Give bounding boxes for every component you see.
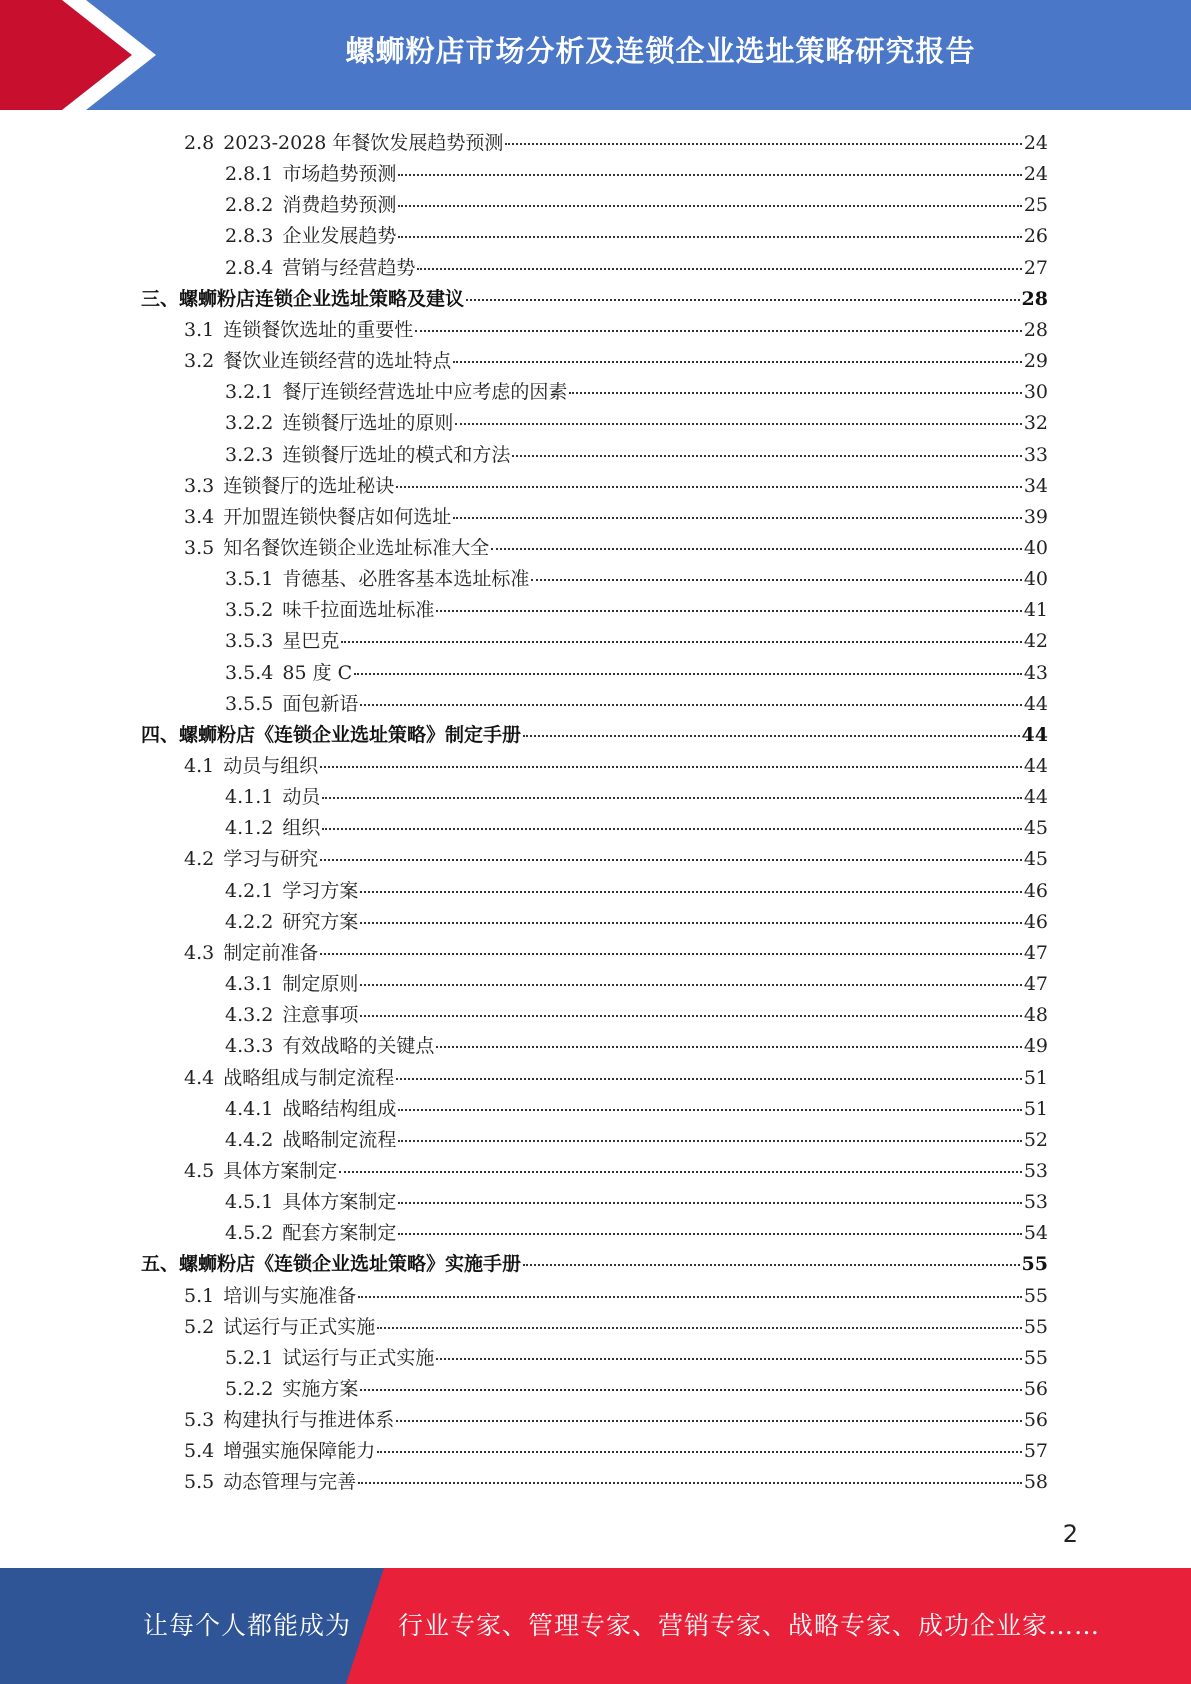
toc-entry-page: 46 bbox=[1023, 910, 1048, 933]
toc-entry-title: 味千拉面选址标准 bbox=[282, 599, 435, 622]
toc-entry-page: 47 bbox=[1023, 941, 1048, 964]
toc-entry-title: 企业发展趋势 bbox=[282, 225, 397, 248]
toc-entry[interactable] bbox=[225, 813, 1048, 844]
toc-entry-page: 44 bbox=[1021, 723, 1048, 746]
toc-entry[interactable] bbox=[184, 1156, 1048, 1187]
toc-entry[interactable] bbox=[184, 751, 1048, 782]
toc-entry[interactable] bbox=[184, 844, 1048, 875]
toc-entry-title: 具体方案制定 bbox=[223, 1159, 338, 1182]
toc-entry-page: 51 bbox=[1023, 1097, 1048, 1120]
toc-leader-dots bbox=[417, 268, 1021, 270]
toc-entry-number: 4.1 bbox=[184, 755, 215, 777]
toc-entry-title: 具体方案制定 bbox=[282, 1191, 397, 1214]
toc-leader-dots bbox=[360, 704, 1021, 706]
toc-entry[interactable] bbox=[225, 159, 1048, 190]
report-title: 螺蛳粉店市场分析及连锁企业选址策略研究报告 bbox=[345, 34, 976, 68]
toc-entry-page: 44 bbox=[1023, 692, 1048, 715]
toc-entry-title: 肯德基、必胜客基本选址标准 bbox=[282, 568, 530, 591]
toc-entry[interactable] bbox=[225, 1343, 1048, 1374]
toc-entry-page: 54 bbox=[1023, 1222, 1048, 1245]
toc-entry[interactable] bbox=[225, 1000, 1048, 1031]
toc-entry-number: 3.5.3 bbox=[225, 630, 274, 653]
toc-leader-dots bbox=[398, 174, 1021, 176]
toc-entry[interactable] bbox=[184, 128, 1048, 159]
toc-leader-dots bbox=[360, 984, 1021, 986]
toc-entry-number: 五、 bbox=[141, 1253, 180, 1276]
toc-leader-dots bbox=[491, 548, 1022, 550]
toc-leader-dots bbox=[320, 766, 1022, 768]
toc-entry-title: 动态管理与完善 bbox=[223, 1471, 357, 1494]
toc-entry-number: 4.5.1 bbox=[225, 1191, 274, 1214]
toc-leader-dots bbox=[322, 797, 1021, 799]
toc-entry-title: 战略组成与制定流程 bbox=[223, 1066, 395, 1089]
toc-entry-page: 25 bbox=[1023, 194, 1048, 217]
toc-entry-number: 四、 bbox=[141, 723, 180, 746]
toc-entry-page: 30 bbox=[1023, 381, 1048, 404]
toc-entry-title: 螺蛳粉店《连锁企业选址策略》制定手册 bbox=[179, 723, 522, 746]
toc-leader-dots bbox=[415, 330, 1022, 332]
toc-entry[interactable] bbox=[225, 221, 1048, 252]
toc-entry-page: 24 bbox=[1023, 163, 1048, 186]
toc-entry-page: 48 bbox=[1023, 1004, 1048, 1027]
toc-entry-title: 连锁餐厅的选址秘诀 bbox=[223, 474, 395, 497]
toc-entry-page: 39 bbox=[1023, 505, 1048, 528]
toc-entry-number: 3.2.2 bbox=[225, 412, 274, 435]
toc-entry-page: 32 bbox=[1023, 412, 1048, 435]
toc-entry-page: 33 bbox=[1023, 443, 1048, 466]
toc-leader-dots bbox=[341, 641, 1021, 643]
toc-entry-page: 52 bbox=[1023, 1128, 1048, 1151]
toc-entry-page: 47 bbox=[1023, 973, 1048, 996]
footer-slogan-left: 让每个人都能成为 bbox=[143, 1611, 352, 1640]
toc-leader-dots bbox=[436, 610, 1021, 612]
toc-entry-number: 4.2 bbox=[184, 848, 215, 871]
toc-entry-number: 3.5.5 bbox=[225, 692, 274, 715]
toc-leader-dots bbox=[322, 828, 1021, 830]
toc-entry-page: 44 bbox=[1023, 786, 1048, 809]
toc-entry-title: 动员 bbox=[282, 786, 321, 809]
toc-leader-dots bbox=[396, 486, 1022, 488]
toc-entry[interactable] bbox=[225, 1374, 1048, 1405]
toc-entry-title: 连锁餐厅选址的原则 bbox=[282, 412, 454, 435]
toc-leader-dots bbox=[531, 579, 1021, 581]
toc-entry[interactable] bbox=[225, 190, 1048, 221]
toc-entry[interactable] bbox=[225, 440, 1048, 471]
toc-entry-number: 4.4.1 bbox=[225, 1097, 274, 1120]
toc-chapter-entry[interactable] bbox=[141, 1249, 1048, 1280]
toc-entry-title: 市场趋势预测 bbox=[282, 163, 397, 186]
toc-leader-dots bbox=[377, 1327, 1022, 1329]
toc-entry-title: 餐厅连锁经营选址中应考虑的因素 bbox=[282, 381, 568, 404]
toc-leader-dots bbox=[360, 1015, 1021, 1017]
toc-entry-title: 战略结构组成 bbox=[282, 1097, 397, 1120]
toc-entry-page: 58 bbox=[1023, 1471, 1048, 1494]
toc-leader-dots bbox=[360, 922, 1021, 924]
toc-entry-title: 2023-2028 年餐饮发展趋势预测 bbox=[223, 132, 504, 154]
toc-leader-dots bbox=[398, 1140, 1021, 1142]
toc-entry[interactable] bbox=[184, 1405, 1048, 1436]
toc-entry-page: 43 bbox=[1023, 661, 1048, 684]
toc-entry-number: 5.2 bbox=[184, 1315, 215, 1338]
toc-entry-page: 27 bbox=[1023, 256, 1048, 279]
toc-entry-number: 3.2.3 bbox=[225, 443, 274, 466]
toc-entry-page: 55 bbox=[1021, 1253, 1048, 1276]
toc-entry[interactable] bbox=[225, 876, 1048, 907]
toc-entry-number: 4.5 bbox=[184, 1159, 215, 1182]
toc-entry[interactable] bbox=[184, 1063, 1048, 1094]
toc-entry-title: 制定前准备 bbox=[223, 941, 319, 964]
toc-entry-number: 3.5.2 bbox=[225, 599, 274, 622]
toc-entry-title: 学习方案 bbox=[282, 879, 359, 902]
toc-entry[interactable] bbox=[184, 1467, 1048, 1498]
toc-entry-number: 3.2.1 bbox=[225, 381, 274, 404]
page-header bbox=[0, 0, 1191, 110]
toc-entry[interactable] bbox=[225, 782, 1048, 813]
page-number: 2 bbox=[1062, 1520, 1078, 1548]
toc-entry-number: 4.3.2 bbox=[225, 1004, 274, 1027]
toc-entry-page: 28 bbox=[1023, 318, 1048, 341]
toc-entry-title: 餐饮业连锁经营的选址特点 bbox=[223, 350, 452, 373]
toc-leader-dots bbox=[455, 423, 1021, 425]
toc-entry-title: 配套方案制定 bbox=[282, 1222, 397, 1245]
toc-leader-dots bbox=[523, 1264, 1020, 1266]
toc-entry[interactable] bbox=[225, 1218, 1048, 1249]
toc-entry-number: 5.5 bbox=[184, 1471, 215, 1494]
toc-entry-page: 53 bbox=[1023, 1159, 1048, 1182]
toc-entry[interactable] bbox=[225, 1187, 1048, 1218]
toc-entry-number: 4.1.2 bbox=[225, 817, 274, 840]
toc-entry-title: 螺蛳粉店连锁企业选址策略及建议 bbox=[179, 287, 465, 310]
toc-entry[interactable] bbox=[225, 1125, 1048, 1156]
toc-entry-number: 5.4 bbox=[184, 1440, 215, 1463]
toc-entry-number: 4.5.2 bbox=[225, 1222, 274, 1245]
toc-leader-dots bbox=[453, 517, 1022, 519]
toc-entry-title: 知名餐饮连锁企业选址标准大全 bbox=[223, 536, 490, 559]
toc-entry-page: 45 bbox=[1023, 817, 1048, 840]
toc-entry-number: 三、 bbox=[141, 287, 180, 310]
toc-entry-title: 开加盟连锁快餐店如何选址 bbox=[223, 505, 452, 528]
toc-leader-dots bbox=[339, 1171, 1022, 1173]
toc-entry-number: 3.5.1 bbox=[225, 568, 274, 591]
toc-entry-page: 55 bbox=[1023, 1284, 1048, 1307]
toc-leader-dots bbox=[436, 1046, 1021, 1048]
toc-entry-number: 4.3.3 bbox=[225, 1035, 274, 1058]
toc-entry[interactable] bbox=[225, 377, 1048, 408]
toc-leader-dots bbox=[523, 735, 1020, 737]
toc-leader-dots bbox=[360, 891, 1021, 893]
toc-entry-number: 3.5.4 bbox=[225, 661, 274, 684]
toc-entry-number: 2.8 bbox=[184, 132, 215, 154]
toc-entry-number: 2.8.1 bbox=[225, 163, 274, 186]
toc-entry[interactable] bbox=[225, 969, 1048, 1000]
toc-chapter-entry[interactable] bbox=[141, 720, 1048, 751]
toc-entry-title: 连锁餐厅选址的模式和方法 bbox=[282, 443, 511, 466]
toc-entry-number: 5.1 bbox=[184, 1284, 215, 1307]
toc-entry[interactable] bbox=[184, 471, 1048, 502]
toc-leader-dots bbox=[398, 205, 1021, 207]
toc-entry-page: 45 bbox=[1023, 848, 1048, 871]
toc-entry-title: 星巴克 bbox=[282, 630, 340, 653]
toc-entry-title: 学习与研究 bbox=[223, 848, 319, 871]
toc-entry-number: 4.3.1 bbox=[225, 973, 274, 996]
toc-entry-page: 42 bbox=[1023, 630, 1048, 653]
toc-entry[interactable] bbox=[225, 626, 1048, 657]
toc-leader-dots bbox=[358, 1296, 1022, 1298]
toc-entry-page: 40 bbox=[1023, 536, 1048, 559]
toc-entry[interactable] bbox=[184, 1312, 1048, 1343]
toc-entry-page: 34 bbox=[1023, 474, 1048, 497]
toc-entry[interactable] bbox=[225, 689, 1048, 720]
toc-leader-dots bbox=[320, 859, 1022, 861]
toc-entry[interactable] bbox=[184, 1436, 1048, 1467]
toc-entry-number: 2.8.2 bbox=[225, 194, 274, 217]
toc-entry-page: 56 bbox=[1023, 1409, 1048, 1432]
toc-entry[interactable] bbox=[225, 408, 1048, 439]
toc-entry-title: 试运行与正式实施 bbox=[282, 1346, 435, 1369]
toc-entry[interactable] bbox=[225, 253, 1048, 284]
toc-entry-page: 51 bbox=[1023, 1066, 1048, 1089]
toc-leader-dots bbox=[569, 392, 1021, 394]
toc-entry-title: 面包新语 bbox=[282, 692, 359, 715]
toc-entry-number: 4.3 bbox=[184, 941, 215, 964]
toc-entry-number: 4.2.1 bbox=[225, 879, 274, 902]
toc-leader-dots bbox=[512, 455, 1021, 457]
toc-entry[interactable] bbox=[225, 595, 1048, 626]
toc-entry-title: 组织 bbox=[282, 817, 321, 840]
toc-entry-page: 29 bbox=[1023, 350, 1048, 373]
toc-leader-dots bbox=[436, 1358, 1021, 1360]
toc-entry[interactable] bbox=[225, 658, 1048, 689]
toc-entry-page: 40 bbox=[1023, 568, 1048, 591]
toc-entry-number: 4.4.2 bbox=[225, 1128, 274, 1151]
toc-leader-dots bbox=[354, 673, 1022, 675]
toc-entry[interactable] bbox=[184, 1281, 1048, 1312]
toc-entry-title: 制定原则 bbox=[282, 973, 359, 996]
toc-entry-number: 2.8.3 bbox=[225, 225, 274, 248]
toc-entry-number: 5.2.1 bbox=[225, 1346, 274, 1369]
toc-entry-title: 战略制定流程 bbox=[282, 1128, 397, 1151]
toc-entry-page: 49 bbox=[1023, 1035, 1048, 1058]
toc-entry-title: 消费趋势预测 bbox=[282, 194, 397, 217]
toc-entry-page: 56 bbox=[1023, 1378, 1048, 1400]
toc-entry-page: 46 bbox=[1023, 879, 1048, 902]
toc-entry-title: 试运行与正式实施 bbox=[223, 1315, 376, 1338]
toc-entry[interactable] bbox=[184, 533, 1048, 564]
toc-entry-number: 5.3 bbox=[184, 1409, 215, 1432]
toc-entry[interactable] bbox=[184, 346, 1048, 377]
toc-entry-number: 3.3 bbox=[184, 474, 215, 497]
toc-entry-title: 有效战略的关键点 bbox=[282, 1035, 435, 1058]
toc-leader-dots bbox=[398, 1109, 1021, 1111]
toc-leader-dots bbox=[360, 1389, 1021, 1391]
toc-entry-title: 螺蛳粉店《连锁企业选址策略》实施手册 bbox=[179, 1253, 522, 1276]
toc-entry-title: 构建执行与推进体系 bbox=[223, 1409, 395, 1432]
toc-entry-title: 动员与组织 bbox=[223, 755, 319, 777]
toc-entry[interactable] bbox=[225, 564, 1048, 595]
toc-leader-dots bbox=[398, 1202, 1021, 1204]
toc-leader-dots bbox=[377, 1451, 1022, 1453]
toc-leader-dots bbox=[453, 361, 1022, 363]
toc-entry-number: 3.4 bbox=[184, 505, 215, 528]
toc-leader-dots bbox=[396, 1078, 1022, 1080]
toc-entry-title: 实施方案 bbox=[282, 1378, 359, 1400]
toc-entry-title: 85 度 C bbox=[282, 661, 353, 684]
toc-entry-number: 3.5 bbox=[184, 536, 215, 559]
toc-entry-title: 注意事项 bbox=[282, 1004, 359, 1027]
toc-leader-dots bbox=[396, 1420, 1022, 1422]
toc-entry-title: 营销与经营趋势 bbox=[282, 256, 416, 279]
toc-leader-dots bbox=[320, 953, 1022, 955]
toc-entry-number: 4.4 bbox=[184, 1066, 215, 1089]
toc-entry[interactable] bbox=[225, 1031, 1048, 1062]
toc-entry-number: 2.8.4 bbox=[225, 256, 274, 279]
toc-leader-dots bbox=[505, 143, 1021, 145]
toc-entry-number: 5.2.2 bbox=[225, 1378, 274, 1400]
toc-entry-page: 53 bbox=[1023, 1191, 1048, 1214]
toc-entry-title: 研究方案 bbox=[282, 910, 359, 933]
toc-entry[interactable] bbox=[184, 502, 1048, 533]
footer-slogan-right: 行业专家、管理专家、营销专家、战略专家、成功企业家…… bbox=[398, 1611, 1101, 1640]
toc-entry-title: 连锁餐饮选址的重要性 bbox=[223, 318, 414, 341]
toc-leader-dots bbox=[466, 299, 1020, 301]
toc-entry-page: 26 bbox=[1023, 225, 1048, 248]
toc-entry[interactable] bbox=[184, 315, 1048, 346]
toc-entry-title: 增强实施保障能力 bbox=[223, 1440, 376, 1463]
toc-leader-dots bbox=[398, 236, 1021, 238]
toc-leader-dots bbox=[358, 1482, 1022, 1484]
toc-entry-page: 55 bbox=[1023, 1315, 1048, 1338]
toc-entry-title: 培训与实施准备 bbox=[223, 1284, 357, 1307]
toc-entry-page: 41 bbox=[1023, 599, 1048, 622]
toc-entry-number: 4.2.2 bbox=[225, 910, 274, 933]
toc-entry-number: 4.1.1 bbox=[225, 786, 274, 809]
toc-entry-page: 55 bbox=[1023, 1346, 1048, 1369]
toc-entry-page: 28 bbox=[1021, 287, 1048, 310]
toc-entry-page: 44 bbox=[1023, 755, 1048, 777]
page-footer bbox=[0, 1568, 1191, 1684]
toc-entry-page: 24 bbox=[1023, 132, 1048, 154]
toc-leader-dots bbox=[398, 1233, 1021, 1235]
toc-entry[interactable] bbox=[225, 1094, 1048, 1125]
toc-entry-number: 3.1 bbox=[184, 318, 215, 341]
toc-entry-page: 57 bbox=[1023, 1440, 1048, 1463]
toc-chapter-entry[interactable] bbox=[141, 284, 1048, 315]
toc-entry[interactable] bbox=[225, 907, 1048, 938]
toc-entry-number: 3.2 bbox=[184, 350, 215, 373]
toc-entry[interactable] bbox=[184, 938, 1048, 969]
